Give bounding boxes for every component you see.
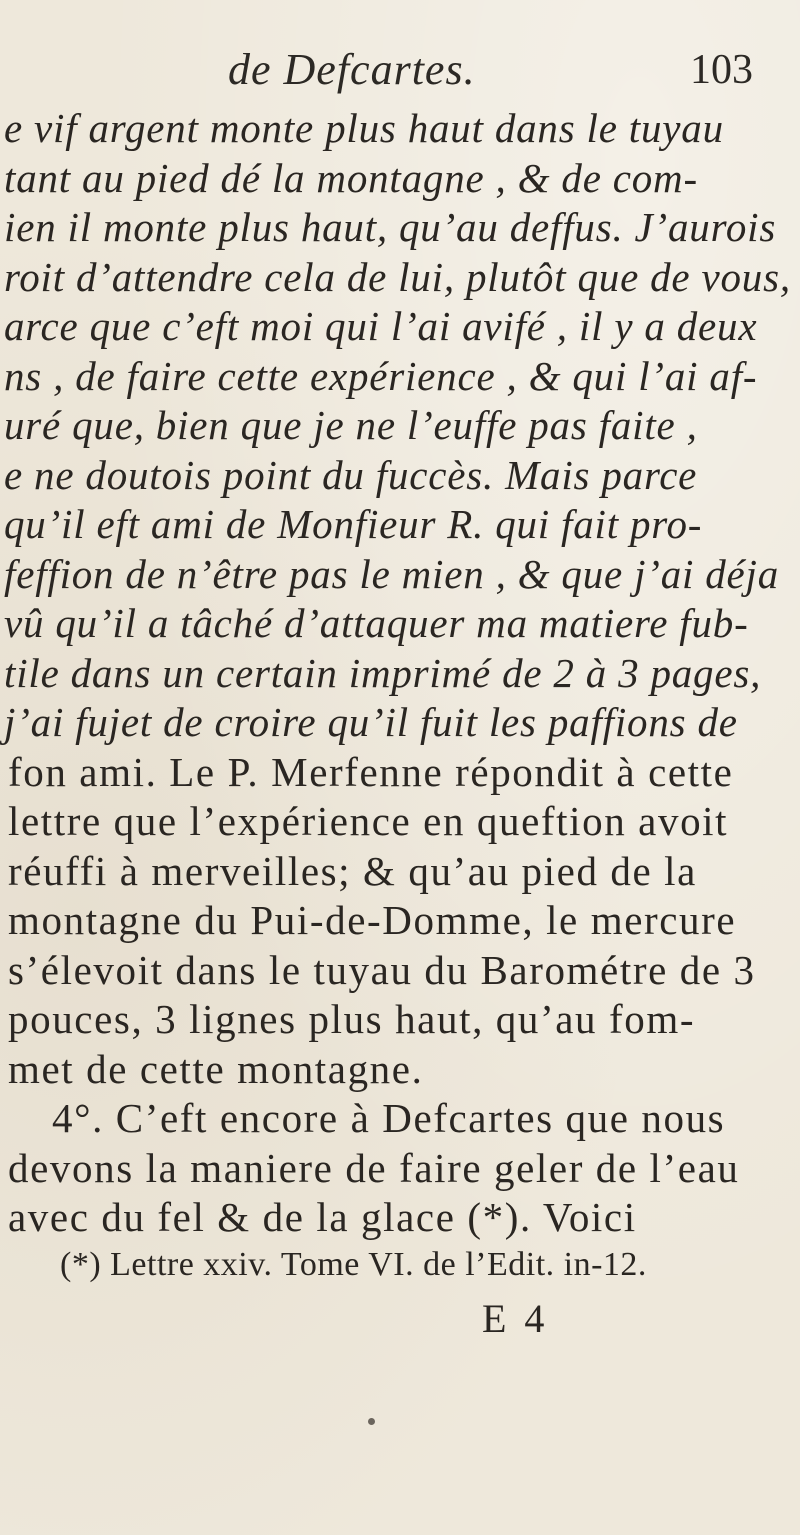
text-line: tile dans un certain imprimé de 2 à 3 pages,	[4, 649, 762, 696]
text-line: devons la maniere de faire geler de l’eau	[8, 1144, 740, 1191]
page-number: 103	[690, 47, 753, 93]
text-line: j’ai fujet de croire qu’il fuit les paffions de	[4, 699, 738, 745]
footnote: (*) Lettre xxiv. Tome VI. de l’Edit. in-12.	[60, 1246, 647, 1283]
text-line: 4°. C’eft encore à Defcartes que nous	[52, 1095, 726, 1141]
text-line: vû qu’il a tâché d’attaquer ma matiere fub-	[4, 600, 749, 646]
text-line: réuffi à merveilles; & qu’au pied de la	[8, 847, 697, 894]
text-line: feffion de n’être pas le mien , & que j’ai déja	[4, 550, 780, 597]
text-line: montagne du Pui-de-Domme, le mercure	[8, 897, 737, 943]
text-line: pouces, 3 lignes plus haut, qu’au fom-	[8, 996, 696, 1042]
text-line: arce que c’eft moi qui l’ai avifé , il y a deux	[4, 303, 758, 349]
running-head: de Defcartes.	[228, 45, 476, 94]
text-line: e ne doutois point du fuccès. Mais parce	[4, 451, 698, 498]
ink-speck	[368, 1418, 375, 1425]
text-line: uré que, bien que je ne l’euffe pas faite ,	[4, 402, 698, 448]
text-line: roit d’attendre cela de lui, plutôt que de vous,	[4, 253, 791, 300]
signature-mark: E 4	[482, 1296, 549, 1341]
text-line: met de cette montagne.	[8, 1045, 424, 1092]
text-line: tant au pied dé la montagne , & de com-	[4, 154, 698, 201]
text-line: ns , de faire cette expérience , & qui l’ai af-	[4, 352, 758, 399]
text-line: e vif argent monte plus haut dans le tuyau	[4, 105, 724, 151]
text-line: ien il monte plus haut, qu’au deffus. J’aurois	[4, 204, 777, 250]
text-line: lettre que l’expérience en queftion avoit	[8, 798, 729, 844]
text-line: qu’il eft ami de Monfieur R. qui fait pro-	[4, 501, 703, 547]
text-line: avec du fel & de la glace (*). Voici	[8, 1194, 637, 1240]
text-line: s’élevoit dans le tuyau du Barométre de 3	[8, 946, 756, 993]
text-line: fon ami. Le P. Merfenne répondit à cette	[8, 748, 734, 795]
